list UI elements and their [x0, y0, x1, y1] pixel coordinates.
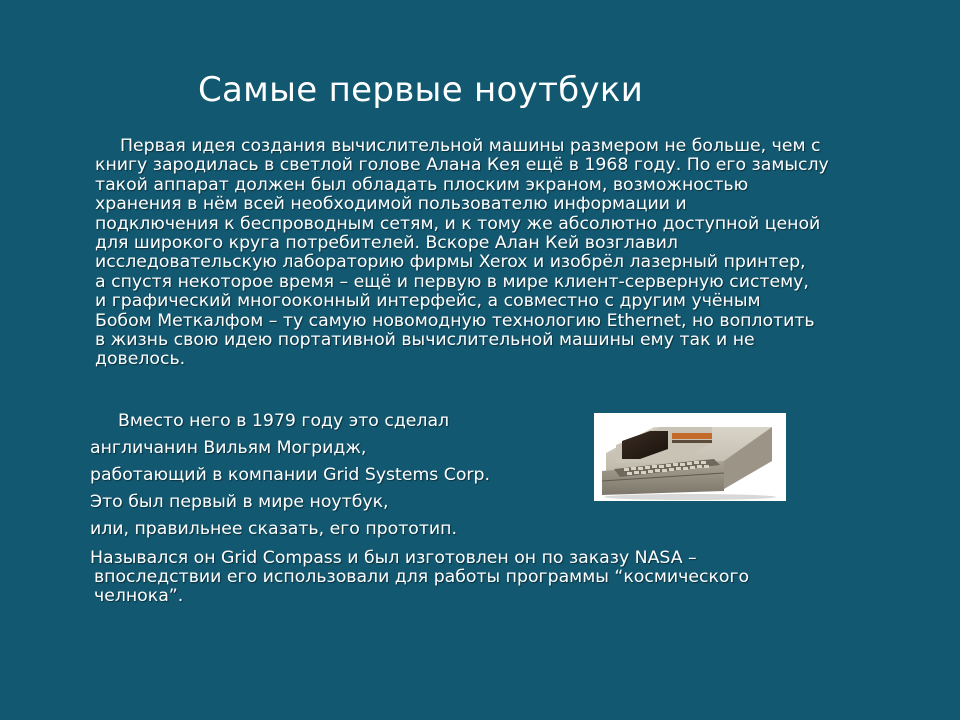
paragraph-item: англичанин Вильям Могридж, [90, 438, 367, 458]
paragraph-line: Первая идея создания вычислительной машины размером не больше, чем с [120, 136, 821, 156]
nasa-paragraph [90, 549, 870, 606]
paragraph-line: в жизнь свою идею портативной вычислительной машины ему так и не [95, 330, 755, 351]
paragraph-item: работающий в компании Grid Systems Corp. [90, 465, 491, 485]
paragraph-line: исследовательскую лабораторию фирмы Xerox и изобрёл лазерный принтер, [95, 252, 806, 273]
paragraph-line: и графический многооконный интерфейс, а совместно с другим учёным [95, 291, 761, 312]
paragraph-line: подключения к беспроводным сетям, и к тому же абсолютно доступной ценой [95, 213, 821, 234]
paragraph-item: Это был первый в мире ноутбук, [90, 492, 389, 512]
paragraph-line: такой аппарат должен был обладать плоским экраном, возможностью [95, 174, 749, 195]
paragraph-line: челнока”. [94, 586, 184, 606]
paragraph-line: Бобом Меткалфом – ту самую новомодную технологию Ethernet, но воплотить [95, 310, 815, 331]
paragraph-line: хранения в нём всей необходимой пользователю информации и [95, 194, 687, 215]
grid-compass-laptop-photo [594, 413, 786, 501]
slide-title: Самые первые ноутбуки [198, 70, 644, 110]
paragraph-line: довелось. [95, 349, 186, 370]
paragraph-line: впоследствии его использовали для работы программы “космического [94, 567, 750, 587]
paragraph-line: Назывался он Grid Compass и был изготовлен он по заказу NASA – [90, 548, 697, 568]
paragraph-line: а спустя некоторое время – ещё и первую в мире клиент-серверную систему, [95, 271, 809, 292]
paragraph-line: книгу зародилась в светлой голове Алана Кея ещё в 1968 году. По его замыслу [95, 155, 829, 176]
paragraph-item: или, правильнее сказать, его прототип. [90, 519, 457, 539]
paragraph-item: Вместо него в 1979 году это сделал [118, 411, 450, 431]
history-paragraph [95, 137, 915, 370]
paragraph-line: для широкого круга потребителей. Вскоре Алан Кей возглавил [95, 233, 678, 254]
laptop-icon [594, 413, 786, 501]
